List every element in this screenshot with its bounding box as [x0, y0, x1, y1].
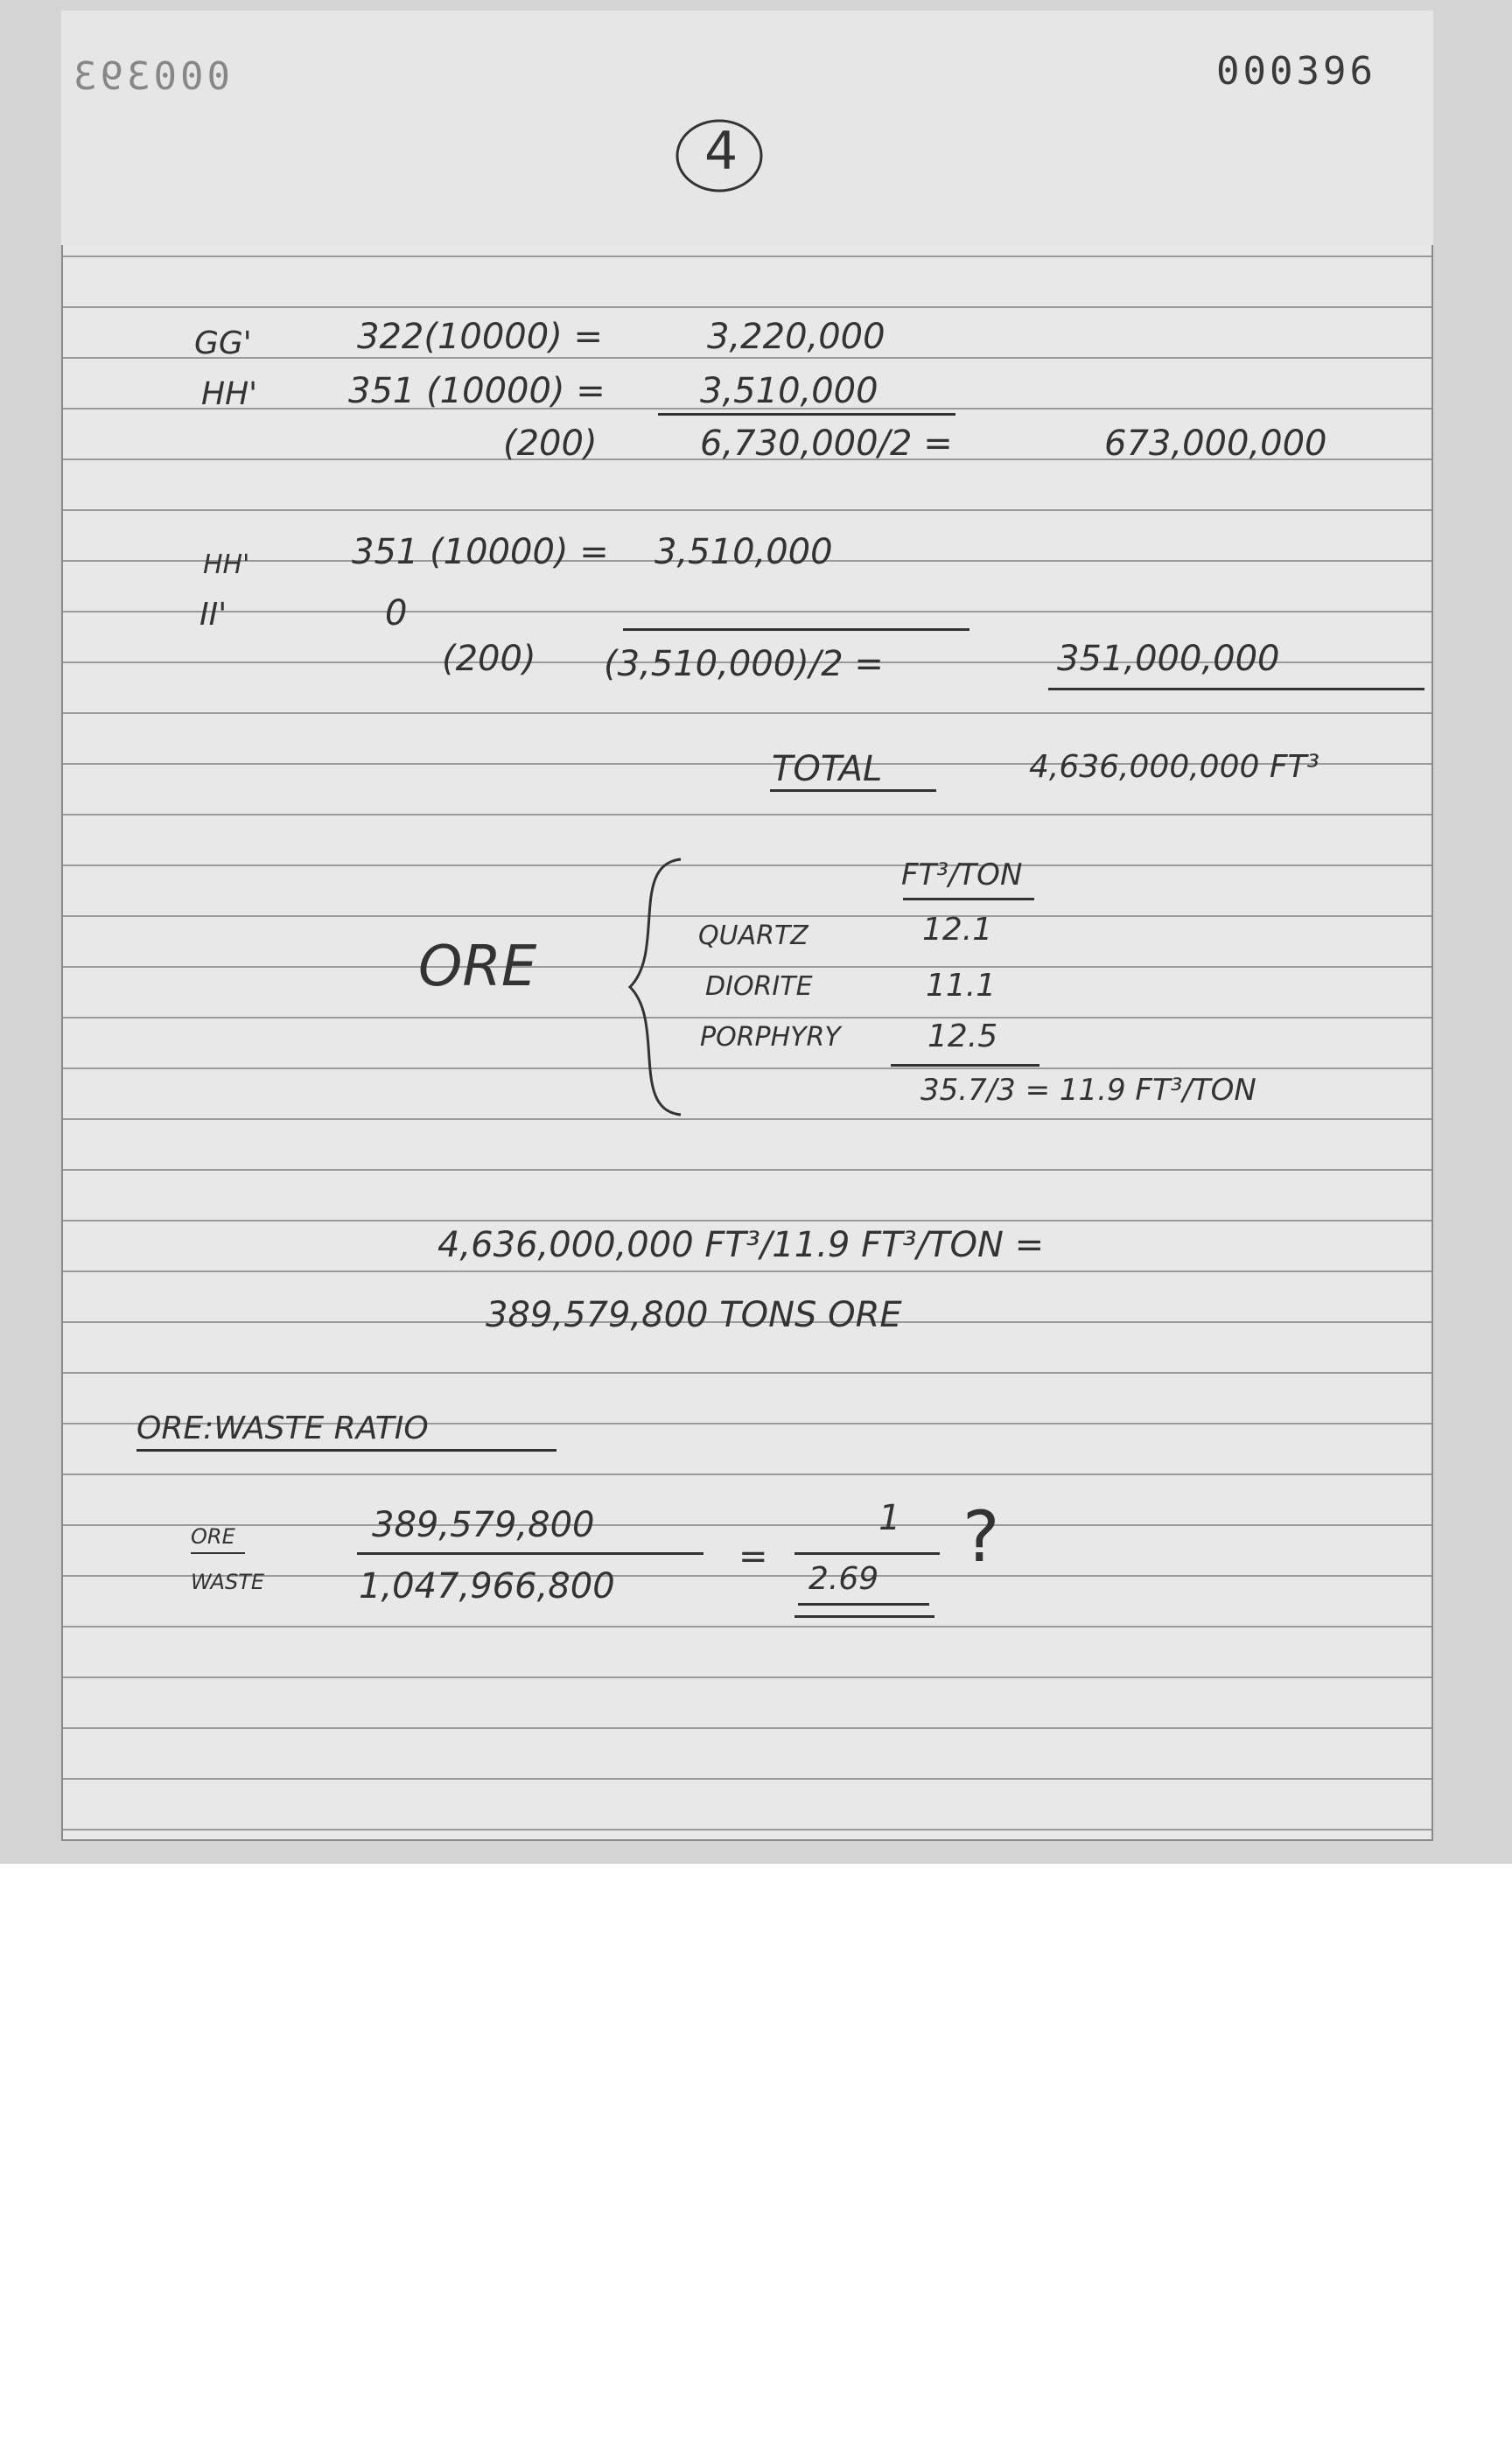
- grand-total-label: TOTAL: [772, 749, 883, 789]
- ratio-ore-underline: [191, 1552, 245, 1554]
- bates-stamp: 000396: [1216, 49, 1376, 94]
- ore-item-value-1: 12.1: [922, 912, 993, 948]
- ratio-result-denominator: 2.69: [808, 1561, 879, 1597]
- page-number: 4: [704, 121, 738, 182]
- ratio-result-underline-2: [794, 1615, 934, 1618]
- ore-item-value-2: 11.1: [926, 968, 997, 1004]
- ratio-waste-label: WASTE: [191, 1570, 265, 1594]
- calc1-row2-label: HH': [201, 376, 258, 412]
- calc1-sum: 6,730,000/2 =: [700, 424, 953, 464]
- calc1-row2-expr: 351 (10000) =: [348, 371, 606, 411]
- ore-brace: [612, 856, 691, 1118]
- ore-item-name-3: PORPHYRY: [700, 1022, 841, 1053]
- ratio-equals: =: [738, 1536, 768, 1577]
- calc1-row2-result: 3,510,000: [700, 371, 878, 411]
- calc2-row1-result: 3,510,000: [654, 532, 833, 572]
- calc2-total: 351,000,000: [1057, 639, 1280, 679]
- ratio-denominator: 1,047,966,800: [359, 1566, 615, 1606]
- tonnage-line2: 389,579,800 TONS ORE: [486, 1295, 902, 1335]
- ore-item-name-1: QUARTZ: [698, 920, 808, 951]
- calc2-row1-expr: 351 (10000) =: [352, 532, 609, 572]
- tonnage-line1: 4,636,000,000 FT³/11.9 FT³/TON =: [438, 1225, 1045, 1265]
- ore-header-underline: [903, 898, 1034, 900]
- calc1-total: 673,000,000: [1104, 424, 1327, 464]
- ratio-result-bar: [794, 1552, 940, 1555]
- calc1-row1-expr: 322(10000) =: [357, 317, 604, 357]
- ratio-ore-label: ORE: [191, 1524, 235, 1549]
- grand-total-underline: [770, 789, 936, 792]
- calc2-overline: [623, 628, 970, 631]
- calc2-row2-label: II': [200, 597, 228, 633]
- calc1-row1-label: GG': [194, 326, 252, 361]
- ore-item-name-2: DIORITE: [705, 971, 813, 1002]
- grand-total-value: 4,636,000,000 FT³: [1029, 749, 1320, 785]
- ratio-title: ORE:WASTE RATIO: [136, 1410, 429, 1446]
- ratio-title-underline: [136, 1449, 556, 1452]
- calc1-row1-result: 3,220,000: [707, 317, 886, 357]
- ratio-question-note: ?: [962, 1496, 1000, 1578]
- ratio-result-underline-1: [798, 1603, 929, 1606]
- calc2-row1-label: HH': [203, 550, 250, 580]
- ore-label: ORE: [418, 934, 537, 999]
- ratio-fraction-bar: [357, 1552, 704, 1555]
- calc1-factor: (200): [503, 424, 598, 464]
- calc2-row2-expr: 0: [385, 593, 408, 634]
- calc1-sum-line: [658, 413, 956, 416]
- ore-item-value-3: 12.5: [928, 1018, 998, 1054]
- ore-average: 35.7/3 = 11.9 FT³/TON: [920, 1073, 1256, 1108]
- calc2-factor: (200): [442, 639, 536, 679]
- calc2-expr: (3,510,000)/2 =: [604, 644, 884, 684]
- calc2-total-underline: [1048, 688, 1424, 690]
- ore-unit-header: FT³/TON: [901, 858, 1023, 892]
- ore-sum-line: [891, 1064, 1040, 1067]
- ratio-result-numerator: 1: [878, 1498, 901, 1538]
- bleed-through-stamp: 000393: [70, 54, 230, 99]
- ratio-numerator: 389,579,800: [372, 1505, 595, 1545]
